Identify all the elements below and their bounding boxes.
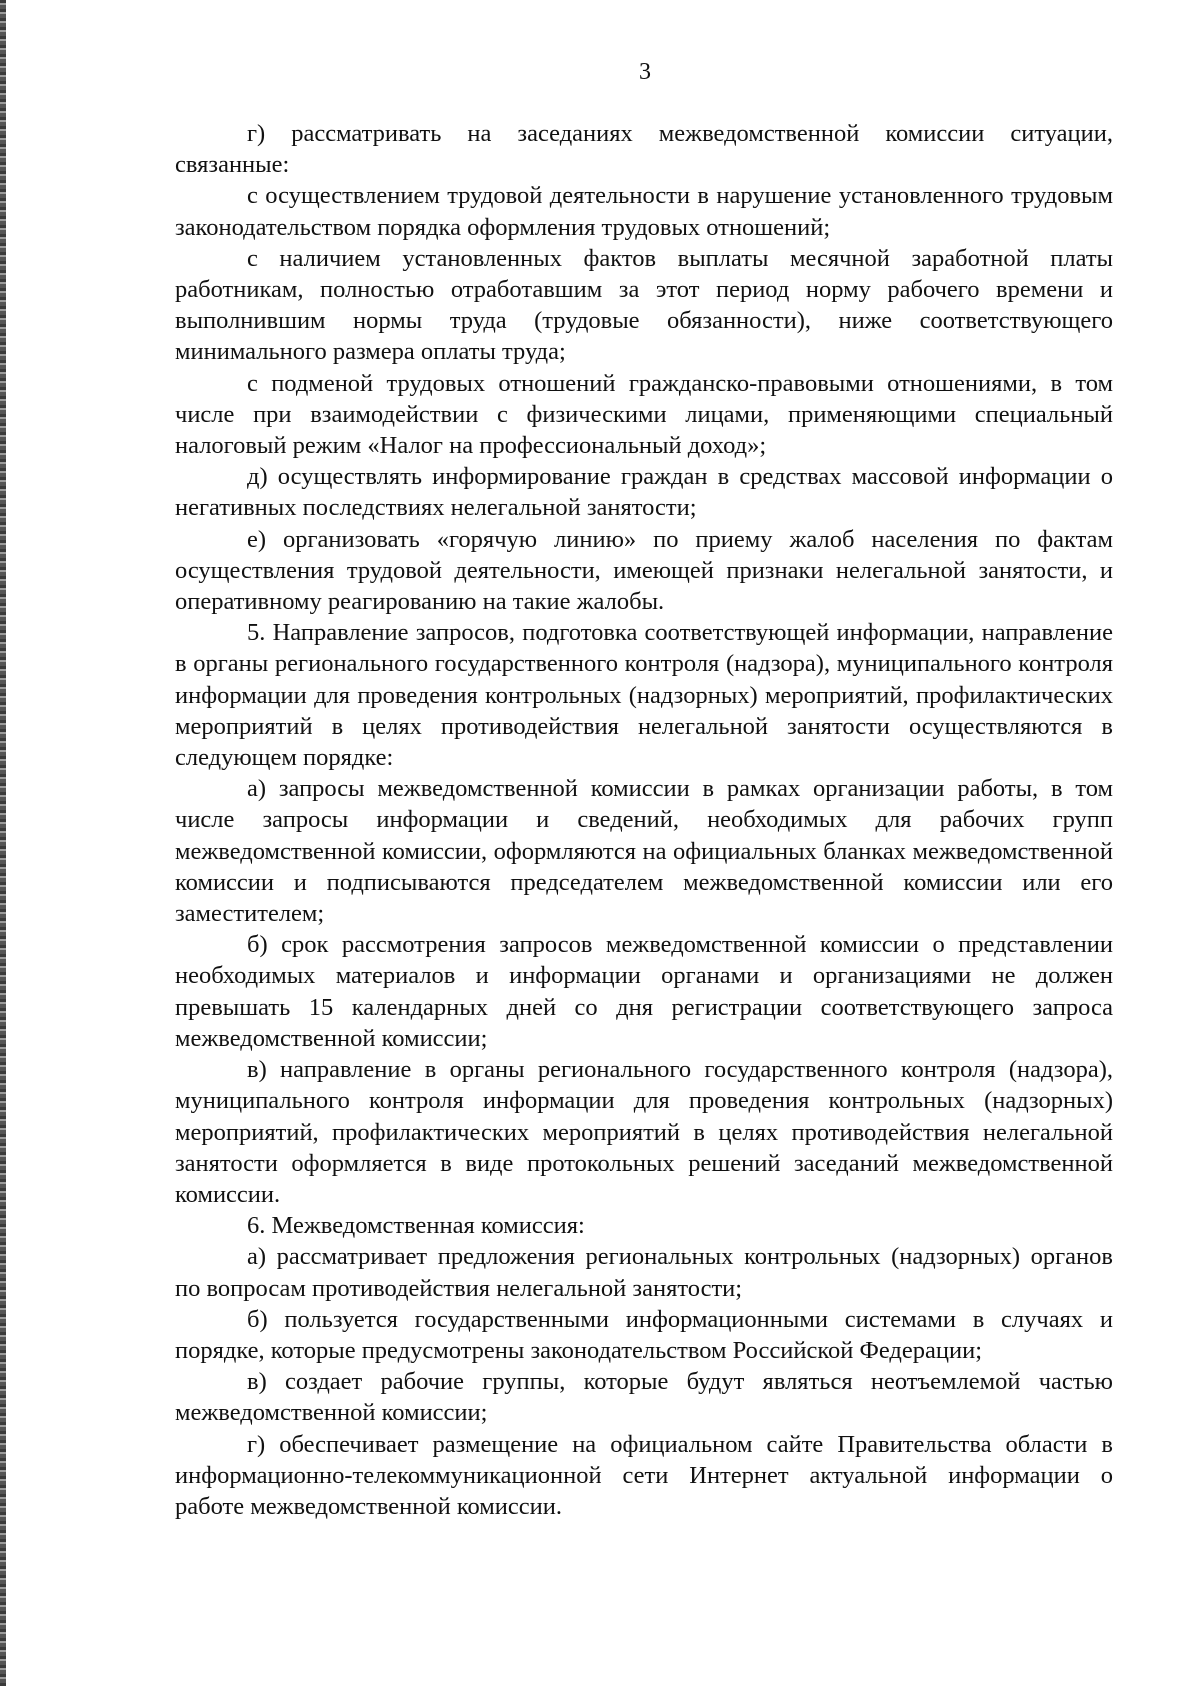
paragraph: с наличием установленных фактов выплаты месячной заработной платы работникам, полностью отработавшим за этот период норму рабочего времени и выполнившим нормы труда (трудовые обязанности), ниже соответствующего минимального размера оплаты труда;: [175, 244, 1113, 366]
document-body: [175, 118, 1113, 1522]
paragraph: 5. Направление запросов, подготовка соответствующей информации, направление в органы регионального государственного контроля (надзора), муниципального контроля информации для проведения контрольных (надзорных) мероприятий, профилактических мероприятий в целях противодействия нелегальной занятости осуществляются в следующем порядке:: [175, 619, 1113, 772]
paragraph: г) обеспечивает размещение на официальном сайте Правительства области в информационно-телекоммуникационной сети Интернет актуальной информации о работе межведомственной комиссии.: [175, 1430, 1113, 1520]
paragraph: с осуществлением трудовой деятельности в нарушение установленного трудовым законодательством порядка оформления трудовых отношений;: [175, 182, 1113, 241]
paragraph: г) рассматривать на заседаниях межведомственной комиссии ситуации, связанные:: [175, 120, 1113, 179]
paragraph: а) рассматривает предложения региональных контрольных (надзорных) органов по вопросам противодействия нелегальной занятости;: [175, 1243, 1113, 1302]
paragraph: б) срок рассмотрения запросов межведомственной комиссии о представлении необходимых материалов и информации органами и организациями не должен превышать 15 календарных дней со дня регистрации соответствующего запроса межведомственной комиссии;: [175, 931, 1113, 1052]
paragraph: в) направление в органы регионального государственного контроля (надзора), муниципального контроля информации для проведения контрольных (надзорных) мероприятий, профилактических мероприятий в целях противодействия нелегальной занятости оформляется в виде протокольных решений заседаний межведомственной комиссии.: [175, 1056, 1113, 1208]
paragraph: с подменой трудовых отношений гражданско-правовыми отношениями, в том числе при взаимодействии с физическими лицами, применяющими специальный налоговый режим «Налог на профессиональный доход»;: [175, 369, 1113, 460]
paragraph: б) пользуется государственными информационными системами в случаях и порядке, которые предусмотрены законодательством Российской Федерации;: [175, 1305, 1113, 1364]
paragraph: е) организовать «горячую линию» по приему жалоб населения по фактам осуществления трудовой деятельности, имеющей признаки нелегальной занятости, и оперативному реагированию на такие жалобы.: [175, 525, 1113, 616]
paragraph: в) создает рабочие группы, которые будут являться неотъемлемой частью межведомственной комиссии;: [175, 1368, 1113, 1427]
paragraph: 6. Межведомственная комиссия:: [247, 1212, 585, 1240]
paragraph: а) запросы межведомственной комиссии в рамках организации работы, в том числе запросы информации и сведений, необходимых для рабочих групп межведомственной комиссии, оформляются на официальных бланках межведомственной комиссии и подписываются председателем межведомственной комиссии или его заместителем;: [175, 775, 1113, 928]
scan-edge: [0, 0, 6, 1686]
paragraph: д) осуществлять информирование граждан в средствах массовой информации о негативных последствиях нелегальной занятости;: [175, 463, 1113, 522]
page-number: 3: [639, 59, 651, 85]
